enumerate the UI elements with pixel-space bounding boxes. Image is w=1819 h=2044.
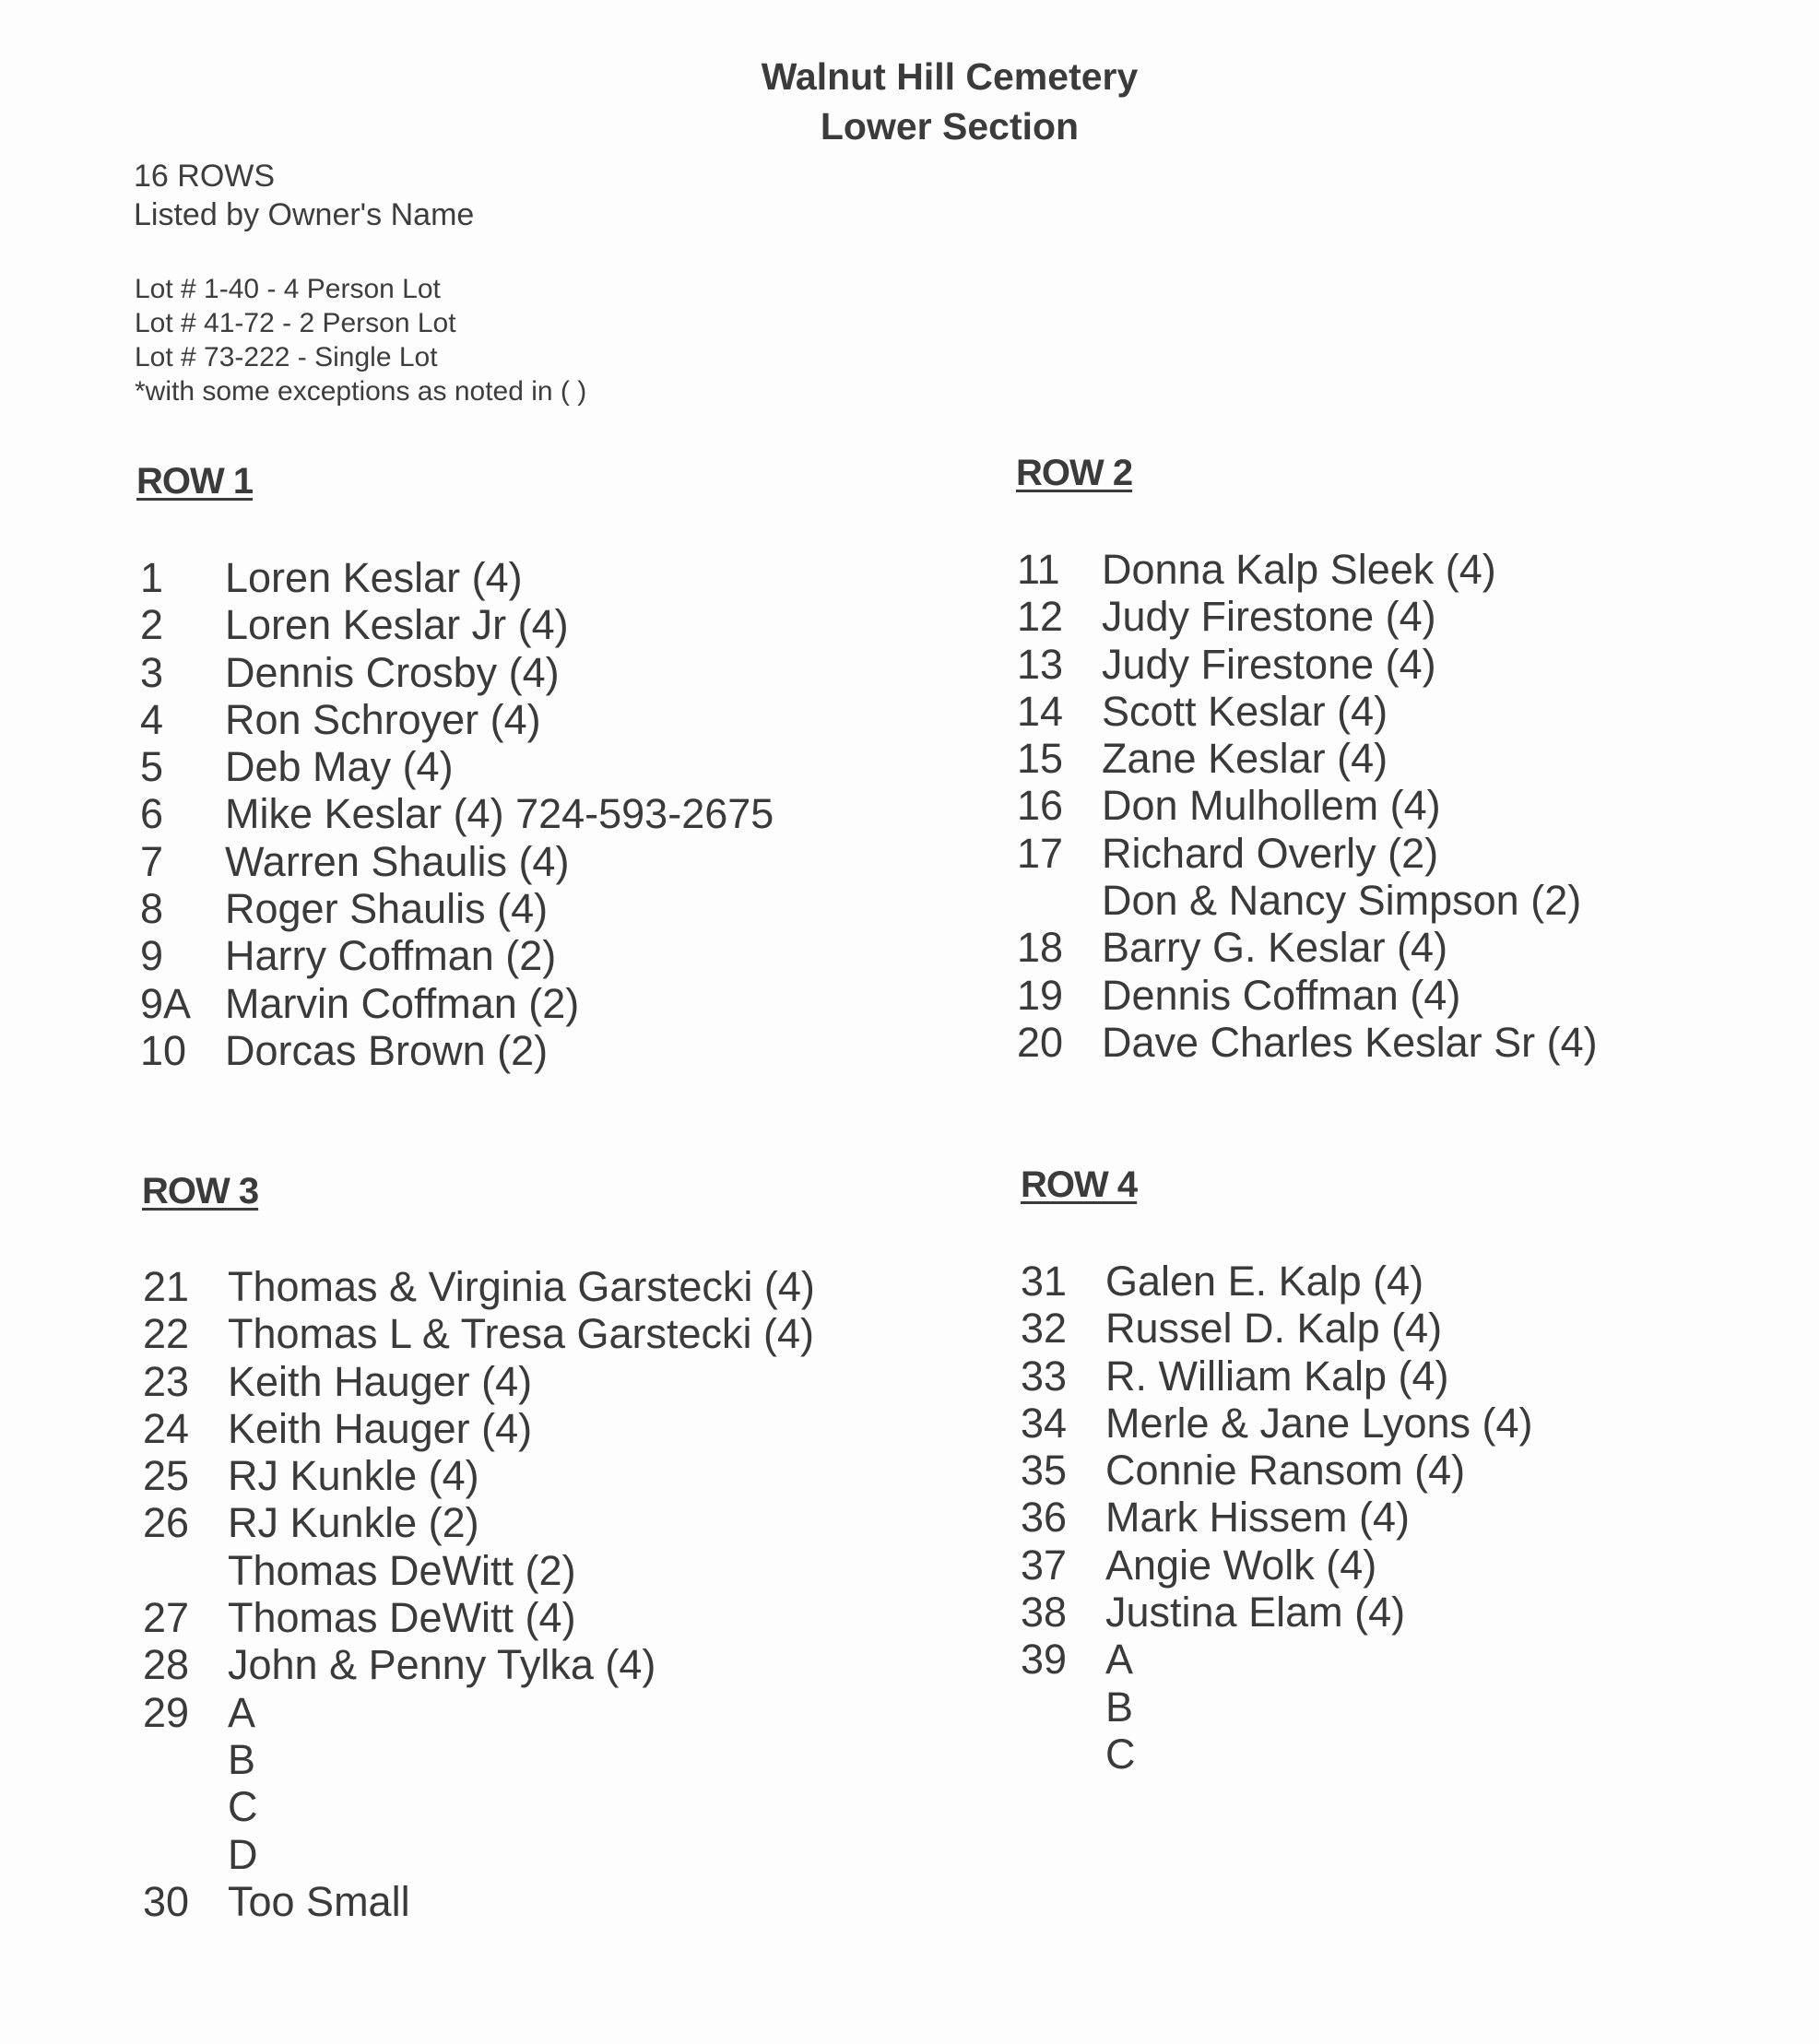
lot-owner-name: Judy Firestone (4) [1102,640,1436,688]
lot-owner-name: Barry G. Keslar (4) [1102,924,1448,972]
lot-type-line: Lot # 1-40 - 4 Person Lot [135,274,441,304]
lot-owner-name: Dorcas Brown (2) [225,1026,549,1074]
lot-owner-name: Deb May (4) [225,743,454,791]
lot-owner-name: C [1105,1730,1136,1778]
lot-number: 23 [143,1357,190,1405]
lot-number: 35 [1021,1447,1068,1495]
lot-number: 6 [140,790,164,838]
lot-owner-name: A [1105,1636,1134,1684]
lot-owner-name: Mark Hissem (4) [1105,1494,1411,1542]
lot-number: 37 [1021,1541,1068,1589]
lot-owner-name: Ron Schroyer (4) [225,695,541,743]
lot-owner-name: RJ Kunkle (2) [228,1499,479,1547]
lot-owner-name: Loren Keslar (4) [225,554,523,601]
lot-number: 13 [1017,640,1064,688]
lot-number: 27 [143,1594,190,1642]
lot-owner-name: Dennis Crosby (4) [225,648,560,696]
lot-owner-name: B [1105,1683,1134,1731]
document-subtitle: Lower Section [820,105,1080,148]
lot-number: 1 [140,554,164,601]
lot-owner-name: Zane Keslar (4) [1102,735,1388,783]
lot-owner-name: B [228,1735,256,1783]
lot-number: 32 [1021,1305,1068,1353]
lot-number: 15 [1017,735,1064,783]
lot-owner-name: Roger Shaulis (4) [225,885,549,933]
lot-number: 21 [143,1263,190,1310]
lot-number: 38 [1021,1589,1068,1636]
lot-owner-name: Angie Wolk (4) [1105,1541,1377,1589]
lot-owner-name: Marvin Coffman (2) [225,979,580,1027]
lot-number: 8 [140,885,164,933]
lot-number: 22 [143,1310,190,1358]
lot-owner-name: Justina Elam (4) [1105,1589,1406,1636]
lot-owner-name: Don Mulhollem (4) [1102,782,1441,830]
lot-number: 2 [140,601,164,649]
lot-number: 5 [140,743,164,791]
lot-owner-name: Warren Shaulis (4) [225,837,570,885]
lot-owner-name: Too Small [228,1877,410,1925]
lot-number: 4 [140,695,164,743]
lot-number: 29 [143,1688,190,1736]
lot-owner-name: Richard Overly (2) [1102,829,1439,877]
row-2-heading: ROW 2 [1016,453,1133,493]
lot-owner-name: Thomas & Virginia Garstecki (4) [228,1263,815,1310]
lot-owner-name: Dave Charles Keslar Sr (4) [1102,1018,1598,1066]
lot-number: 16 [1017,782,1064,830]
lot-number: 14 [1017,687,1064,735]
lot-number: 17 [1017,829,1064,877]
lot-number: 19 [1017,971,1064,1019]
lot-owner-name: Mike Keslar (4) 724-593-2675 [225,790,774,838]
lot-owner-name: Merle & Jane Lyons (4) [1105,1399,1533,1447]
lot-number: 20 [1017,1018,1064,1066]
lot-number: 10 [140,1026,187,1074]
rows-count: 16 ROWS [134,159,276,194]
lot-number: 31 [1021,1258,1068,1305]
lot-number: 34 [1021,1399,1068,1447]
lot-owner-name: Connie Ransom (4) [1105,1447,1466,1495]
listed-by-note: Listed by Owner's Name [134,197,475,232]
lot-number: 24 [143,1404,190,1452]
lot-number: 33 [1021,1352,1068,1400]
lot-type-line: Lot # 41-72 - 2 Person Lot [135,308,456,338]
lot-number: 25 [143,1452,190,1500]
lot-owner-name: D [228,1830,258,1878]
lot-number: 9 [140,932,164,980]
lot-owner-name: C [228,1783,258,1831]
lot-owner-name: Don & Nancy Simpson (2) [1102,877,1582,925]
lot-number: 18 [1017,924,1064,972]
lot-owner-name: Keith Hauger (4) [228,1404,533,1452]
lot-owner-name: RJ Kunkle (4) [228,1452,479,1500]
lot-number: 28 [143,1641,190,1689]
lot-owner-name: Keith Hauger (4) [228,1357,533,1405]
row-4-heading: ROW 4 [1021,1164,1138,1205]
lot-number: 7 [140,837,164,885]
lot-owner-name: Harry Coffman (2) [225,932,557,980]
lot-owner-name: Galen E. Kalp (4) [1105,1258,1424,1305]
lot-type-line: Lot # 73-222 - Single Lot [135,342,438,372]
row-1-heading: ROW 1 [136,461,254,502]
lot-number: 39 [1021,1636,1068,1684]
lot-number: 9A [140,979,192,1027]
row-3-heading: ROW 3 [142,1171,259,1211]
document-title: Walnut Hill Cemetery [761,55,1139,98]
lot-owner-name: Judy Firestone (4) [1102,593,1436,641]
lot-number: 26 [143,1499,190,1547]
lot-number: 36 [1021,1494,1068,1542]
lot-owner-name: R. William Kalp (4) [1105,1352,1449,1400]
lot-number: 30 [143,1877,190,1925]
lot-owner-name: Russel D. Kalp (4) [1105,1305,1443,1353]
lot-owner-name: John & Penny Tylka (4) [228,1641,656,1689]
lot-owner-name: Thomas DeWitt (4) [228,1594,576,1642]
lot-number: 12 [1017,593,1064,641]
lot-owner-name: Donna Kalp Sleek (4) [1102,546,1496,593]
lot-type-exception-note: *with some exceptions as noted in ( ) [135,376,587,407]
lot-owner-name: Dennis Coffman (4) [1102,971,1461,1019]
lot-owner-name: Thomas L & Tresa Garstecki (4) [228,1310,815,1358]
lot-owner-name: Scott Keslar (4) [1102,687,1388,735]
lot-number: 3 [140,648,164,696]
lot-owner-name: Thomas DeWitt (2) [228,1546,576,1594]
lot-owner-name: A [228,1688,256,1736]
lot-owner-name: Loren Keslar Jr (4) [225,601,569,649]
lot-number: 11 [1017,546,1060,593]
